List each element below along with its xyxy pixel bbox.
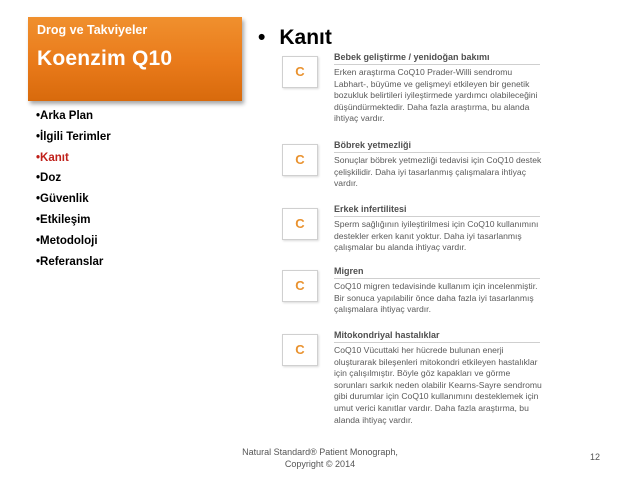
- nav-item-metodoloji[interactable]: •Metodoloji: [36, 234, 98, 247]
- footer-line-1: Natural Standard® Patient Monograph,: [242, 447, 398, 457]
- evidence-title: Böbrek yetmezliği: [334, 140, 412, 150]
- heading-text: Kanıt: [279, 26, 332, 49]
- nav-item-arka-plan[interactable]: •Arka Plan: [36, 110, 94, 122]
- divider: [334, 342, 540, 343]
- nav-item-referanslar[interactable]: •Referanslar: [36, 255, 104, 268]
- section-heading: [258, 26, 332, 50]
- grade-badge: C: [282, 56, 318, 88]
- evidence-text: Sperm sağlığının iyileştirilmesi için CoQ10 kullanımını destekler erken kanıt yoktur. Daha iyi tasarlanmış çalışmalar bu alanda ihtiyaç vardır.: [334, 219, 539, 253]
- page-title: Koenzim Q10: [37, 47, 173, 70]
- page-number: 12: [590, 452, 601, 462]
- divider: [334, 152, 540, 153]
- evidence-text: CoQ10 migren tedavisinde kullanım için incelenmiştir. Bir sonuca yapılabilir önce daha fazla iyi tasarlanmış çalışmalara ihtiyaç vardır.: [334, 281, 538, 315]
- footer-line-2: Copyright © 2014: [284, 459, 356, 469]
- category-label: Drog ve Takviyeler: [37, 23, 148, 37]
- nav-item-guvenlik[interactable]: •Güvenlik: [36, 193, 89, 206]
- nav-item-doz[interactable]: •Doz: [36, 172, 62, 185]
- evidence-title: Migren: [334, 266, 364, 276]
- heading-bullet: •: [258, 26, 266, 49]
- evidence-text: Erken araştırma CoQ10 Prader-Willi sendromu Labhart-, büyüme ve gelişmeyi etkileyen bir genetik bozukluk belirtileri iyileştirmede yardımcı olabileceğini düşündürmektedir. Daha fazla araştırma, bu alanda ihtiyaç vardır.: [334, 67, 538, 124]
- evidence-table: [282, 52, 544, 442]
- evidence-title: Bebek gelişt​irme / yenidoğan bakımı: [334, 52, 490, 62]
- divider: [334, 278, 540, 279]
- grade-badge: C: [282, 208, 318, 240]
- evidence-title: Mitokondriyal hastalıklar: [334, 330, 440, 340]
- divider: [334, 64, 540, 65]
- grade-badge: C: [282, 334, 318, 366]
- nav-item-etkilesim[interactable]: •Etkileşim: [36, 213, 91, 226]
- divider: [334, 216, 540, 217]
- evidence-title: Erkek infertilitesi: [334, 204, 407, 214]
- section-nav: [36, 106, 111, 272]
- grade-badge: C: [282, 144, 318, 176]
- nav-item-kanit[interactable]: •Kanıt: [36, 151, 69, 164]
- nav-item-ilgili-terimler[interactable]: •İlgili Terimler: [36, 130, 111, 143]
- evidence-text: CoQ10 Vücuttaki her hücrede bulunan enerji oluşturarak bileşenleri mitokondri etkileyen hastalıklar için çalışılmıştır. Böyle göz kapakları ve görme sorunları sarkık neden olabilir Kearns-Sayre sendromu gibi durumlar için CoQ10 kullanımını desteklemek için umut verici kanıtlar vardır. Daha fazla araştırma, bu alanda ihtiyaç vardır.: [334, 345, 542, 425]
- evidence-text: Sonuçlar böbrek yetmezliği tedavisi için CoQ10 destek çelişkilidir. Daha iyi tasarlanmış çalışmalara ihtiyaç vardır.: [334, 155, 542, 189]
- footer-citation: [222, 446, 418, 470]
- grade-badge: C: [282, 270, 318, 302]
- title-banner: [28, 17, 242, 101]
